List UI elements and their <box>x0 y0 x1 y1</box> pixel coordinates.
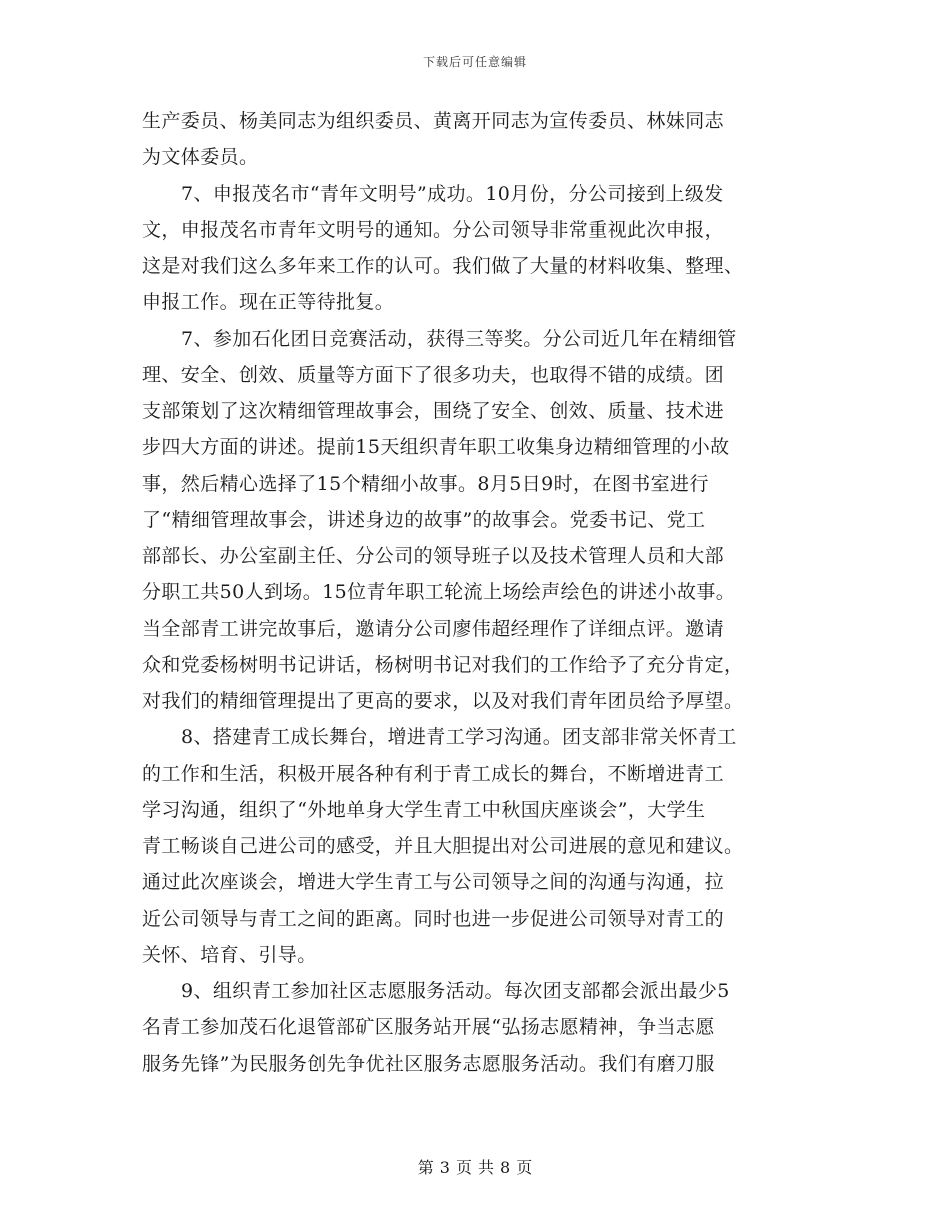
paragraph-start-line: 7、参加石化团日竞赛活动，获得三等奖。分公司近几年在精细管 <box>181 327 737 350</box>
text-line: 近公司领导与青工之间的距离。同时也进一步促进公司领导对青工的 <box>142 907 725 930</box>
text-line: 这是对我们这么多年来工作的认可。我们做了大量的材料收集、整理、 <box>142 255 744 277</box>
text-line: 的工作和生活，积极开展各种有利于青工成长的舞台，不断增进青工 <box>142 762 725 785</box>
paragraph-start-line: 8、搭建青工成长舞台，增进青工学习沟通。团支部非常关怀青工 <box>181 726 737 749</box>
text-line: 生产委员、杨美同志为组织委员、黄离开同志为宣传委员、林妹同志 <box>142 110 725 132</box>
current-page-number: 3 <box>439 1158 450 1177</box>
page-header: 下载后可任意编辑 <box>422 55 527 69</box>
page-footer <box>0 1155 950 1178</box>
text-line: 支部策划了这次精细管理故事会，围绕了安全、创效、质量、技术进 <box>142 400 725 422</box>
text-line: 通过此次座谈会，增进大学生青工与公司领导之间的沟通与沟通，拉 <box>142 871 725 894</box>
total-pages-number: 8 <box>500 1158 511 1177</box>
text-line: 了“精细管理故事会，讲述身边的故事”的故事会。党委书记、党工 <box>142 508 706 531</box>
total-label: 共 <box>478 1158 495 1177</box>
text-line: 事，然后精心选择了15个精细小故事。8月5日9时，在图书室进行 <box>142 472 709 495</box>
text-line: 部部长、办公室副主任、分公司的领导班子以及技术管理人员和大部 <box>142 545 725 567</box>
text-line: 分职工共50人到场。15位青年职工轮流上场绘声绘色的讲述小故事。 <box>142 581 736 604</box>
text-line: 为文体委员。 <box>142 146 259 169</box>
total-unit: 页 <box>516 1158 533 1177</box>
text-line: 名青工参加茂石化退管部矿区服务站开展“弘扬志愿精神，争当志愿 <box>142 1016 715 1039</box>
paragraph-start-line: 7、申报茂名市“青年文明号”成功。10月份，分公司接到上级发 <box>181 182 724 205</box>
text-line: 关怀、培育、引导。 <box>142 943 317 966</box>
page-label: 第 <box>417 1158 434 1177</box>
text-line: 申报工作。现在正等待批复。 <box>142 291 395 314</box>
page-unit: 页 <box>455 1158 472 1177</box>
text-line: 步四大方面的讲述。提前15天组织青年职工收集身边精细管理的小故 <box>142 436 730 459</box>
text-line: 对我们的精细管理提出了更高的要求，以及对我们青年团员给予厚望。 <box>142 690 744 712</box>
document-body <box>142 103 812 1082</box>
text-line: 众和党委杨树明书记讲话，杨树明书记对我们的工作给予了充分肯定， <box>142 653 744 676</box>
text-line: 当全部青工讲完故事后，邀请分公司廖伟超经理作了详细点评。邀请 <box>142 617 725 640</box>
text-line: 理、安全、创效、质量等方面下了很多功夫，也取得不错的成绩。团 <box>142 363 725 386</box>
text-line: 服务先锋”为民服务创先争优社区服务志愿服务活动。我们有磨刀服 <box>142 1052 715 1075</box>
paragraph-start-line: 9、组织青工参加社区志愿服务活动。每次团支部都会派出最少5 <box>181 980 730 1002</box>
text-line: 文，申报茂名市青年文明号的通知。分公司领导非常重视此次申报， <box>142 218 725 241</box>
text-line: 青工畅谈自己进公司的感受，并且大胆提出对公司进展的意见和建议。 <box>142 835 744 857</box>
text-line: 学习沟通，组织了“外地单身大学生青工中秋国庆座谈会”，大学生 <box>142 798 706 821</box>
